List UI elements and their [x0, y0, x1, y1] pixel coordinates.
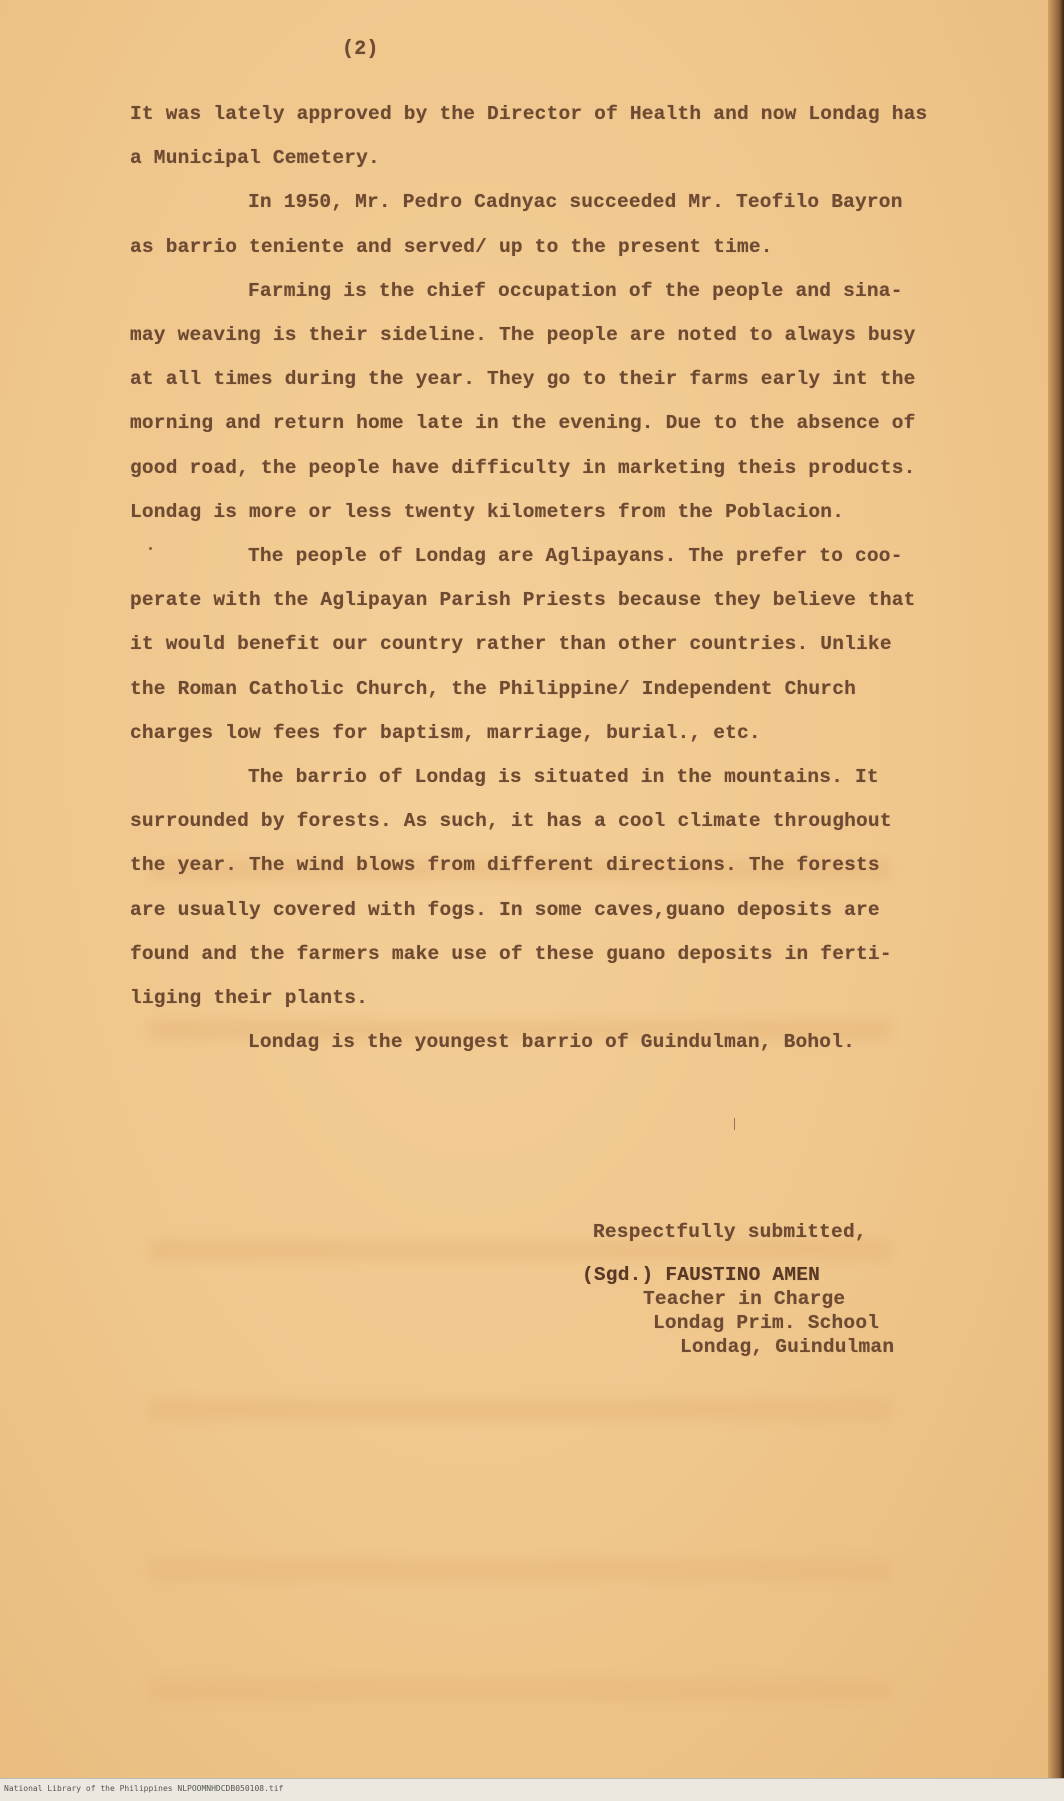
text-line: The people of Londag are Aglipayans. The prefer to coo-: [248, 545, 903, 567]
bleed-through-shadow: [150, 1680, 890, 1700]
signatory-title: Teacher in Charge: [643, 1288, 846, 1310]
text-line: may weaving is their sideline. The people are noted to always busy: [130, 324, 916, 346]
text-line: The barrio of Londag is situated in the mountains. It: [248, 766, 879, 788]
text-line: perate with the Aglipayan Parish Priests because they believe that: [130, 589, 916, 612]
text-line: at all times during the year. They go to their farms early int the: [130, 368, 916, 391]
closing-salutation: Respectfully submitted,: [593, 1221, 867, 1243]
text-line: the year. The wind blows from different directions. The forests: [130, 854, 880, 877]
page-edge: [1048, 0, 1064, 1778]
text-line: a Municipal Cemetery.: [130, 147, 380, 170]
text-line: charges low fees for baptism, marriage, burial., etc.: [130, 721, 761, 744]
text-line: Londag is the youngest barrio of Guindulman, Bohol.: [248, 1031, 855, 1054]
page-number: (2): [342, 38, 379, 61]
text-line: as barrio teniente and served/ up to the present time.: [130, 235, 773, 258]
text-line: Farming is the chief occupation of the people and sina-: [248, 279, 903, 302]
text-line: In 1950, Mr. Pedro Cadnyac succeeded Mr. Teofilo Bayron: [248, 191, 903, 214]
signatory-school: Londag Prim. School: [653, 1312, 880, 1334]
stray-mark: [149, 547, 152, 550]
text-line: surrounded by forests. As such, it has a cool climate throughout: [130, 810, 892, 833]
signatory-location: Londag, Guindulman: [680, 1336, 895, 1358]
text-line: It was lately approved by the Director of Health and now Londag has: [130, 103, 928, 125]
text-line: are usually covered with fogs. In some caves,guano deposits are: [130, 898, 880, 921]
scan-footer: [0, 1778, 1064, 1801]
text-line: liging their plants.: [130, 987, 369, 1009]
text-line: the Roman Catholic Church, the Philippine/ Independent Church: [130, 677, 857, 700]
signature-line: (Sgd.) FAUSTINO AMEN: [582, 1264, 821, 1286]
text-line: good road, the people have difficulty in marketing theis products.: [130, 456, 916, 479]
text-line: found and the farmers make use of these guano deposits in ferti-: [130, 942, 892, 965]
text-line: Londag is more or less twenty kilometers from the Poblacion.: [130, 500, 845, 523]
text-line: morning and return home late in the evening. Due to the absence of: [130, 412, 916, 435]
stray-mark: [734, 1118, 735, 1130]
bleed-through-shadow: [150, 1400, 890, 1420]
footer-text: National Library of the Philippines NLPOOMNHDCDB050108.tif: [4, 1784, 284, 1793]
text-line: it would benefit our country rather than other countries. Unlike: [130, 633, 892, 656]
bleed-through-shadow: [150, 1560, 890, 1580]
